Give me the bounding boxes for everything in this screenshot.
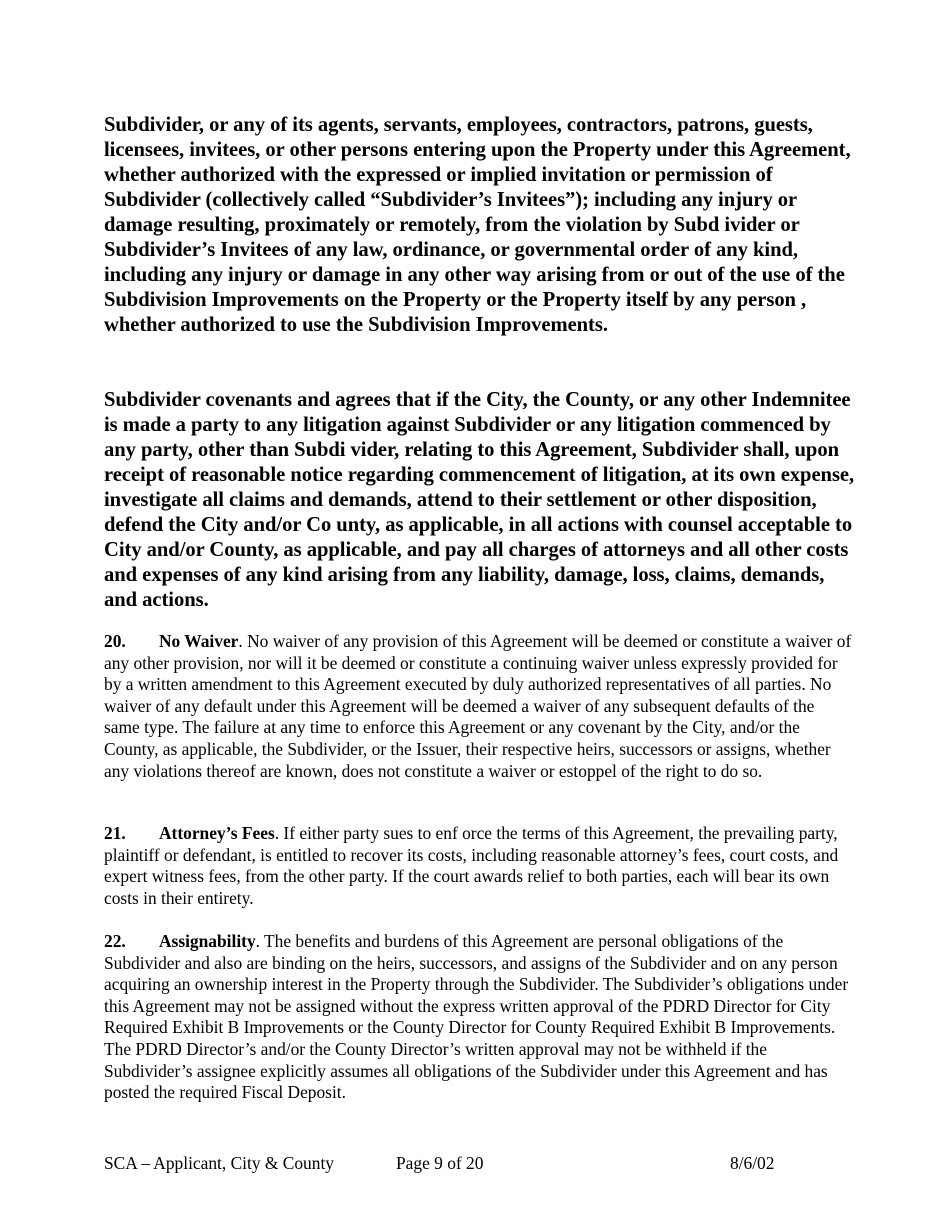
litigation-defense-paragraph: Subdivider covenants and agrees that if the City, the County, or any other Indemnitee is made a party to any litigation against Subdivider or any litigation commenced by any party, other than Subdi vider, relating to this Agreement, Subdivider shall, upon receipt of reasonable notice regarding commencement of litigation, at its own expense, investigate all claims and demands, attend to their settlement or other disposition, defend the City and/or Co unty, as applicable, in all actions with counsel acceptable to City and/or County, as applicable, and pay all charges of attorneys and all other costs and expenses of any kind arising from any liability, damage, loss, claims, demands, and actions. xyxy=(104,389,855,611)
indemnity-paragraph: Subdivider, or any of its agents, servants, employees, contractors, patrons, guests, licensees, invitees, or other persons entering upon the Property under this Agreement, whether authorized with the expressed or implied invitation or permission of Subdivider (collectively called “Subdivider’s Invitees”); including any injury or damage resulting, proximately or remotely, from the violation by Subd ivider or Subdivider’s Invitees of any law, ordinance, or governmental order of any kind, including any injury or damage in any other way arising from or out of the use of the Subdivision Improvements on the Property or the Property itself by any person , whether authorized to use the Subdivision Improvements. xyxy=(104,114,851,336)
section-body: . If either party sues to enf orce the terms of this Agreement, the prevailing party, plaintiff or defendant, is entitled to recover its costs, including reasonable attorney’s fees, court costs, and expert witness fees, from the other party. If the court awards relief to both parties, each will bear its own costs in their entirety. xyxy=(104,823,839,908)
footer-date: 8/6/02 xyxy=(730,1153,775,1173)
footer-document-title: SCA – Applicant, City & County xyxy=(104,1153,334,1173)
section-title: Assignability xyxy=(159,931,256,951)
footer-page-number: Page 9 of 20 xyxy=(396,1153,484,1173)
section-title: Attorney’s Fees xyxy=(159,823,275,843)
section-body: . The benefits and burdens of this Agreement are personal obligations of the Subdivider and also are binding on the heirs, successors, and assigns of the Subdivider and on any person acquiring an ownership interest in the Property through the Subdivider. The Subdivider’s obligations under this Agreement may not be assigned without the express written approval of the PDRD Director for City Required Exhibit B Improvements or the County Director for County Required Exhibit B Improvements. The PDRD Director’s and/or the County Director’s written approval may not be withheld if the Subdivider’s assignee explicitly assumes all obligations of the Subdivider under this Agreement and has posted the required Fiscal Deposit. xyxy=(104,931,849,1103)
section-no-waiver xyxy=(104,631,852,782)
section-number: 21. xyxy=(104,823,126,843)
section-number: 20. xyxy=(104,631,126,651)
section-body: . No waiver of any provision of this Agreement will be deemed or constitute a waiver of any other provision, nor will it be deemed or constitute a continuing waiver unless expressly provided for by a written amendment to this Agreement executed by duly authorized representatives of all parties. No waiver of any default under this Agreement will be deemed a waiver of any subsequent defaults of the same type. The failure at any time to enforce this Agreement or any covenant by the City, and/or the County, as applicable, the Subdivider, or the Issuer, their respective heirs, successors or assigns, whether any violations thereof are known, does not constitute a waiver or estoppel of the right to do so. xyxy=(104,631,852,781)
section-assignability xyxy=(104,931,852,1104)
section-number: 22. xyxy=(104,931,126,951)
section-attorneys-fees xyxy=(104,823,852,909)
section-title: No Waiver xyxy=(159,631,239,651)
page-footer xyxy=(104,1152,852,1176)
